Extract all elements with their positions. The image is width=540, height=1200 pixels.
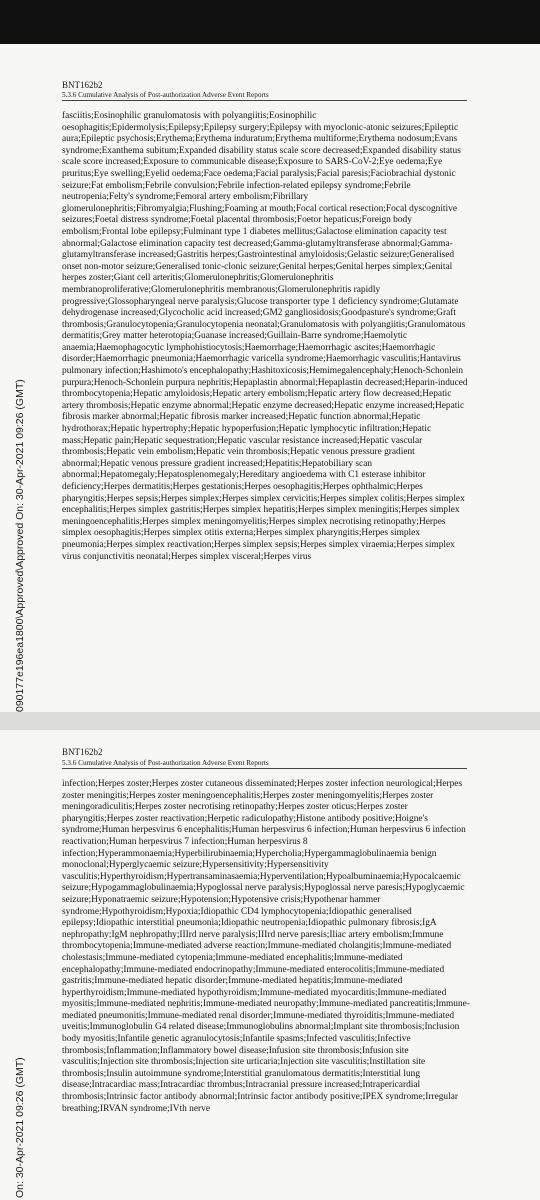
top-dark-strip	[0, 0, 540, 44]
approval-stamp: 090177e196ea1800\Approved\Approved On: 30-Apr-2021 09:26 (GMT)	[14, 379, 26, 712]
section-header: 5.3.6 Cumulative Analysis of Post-authorization Adverse Event Reports	[62, 91, 467, 101]
product-header: BNT162b2	[62, 747, 103, 757]
approval-stamp: On: 30-Apr-2021 09:26 (GMT)	[14, 1057, 26, 1198]
product-header: BNT162b2	[62, 80, 103, 90]
adverse-event-list: fasciitis;Eosinophilic granulomatosis with polyangiitis;Eosinophilic oesophagitis;Epidermolysis;Epilepsy;Epilepsy surgery;Epilepsy with myoclonic-atonic seizures;Epileptic aura;Epileptic psychosis;Erythema;Erythema induratum;Erythema multiforme;Erythema nodosum;Evans syndrome;Exanthema subitum;Expanded disability status scale score decreased;Expanded disability status scale score increased;Exposure to communicable disease;Exposure to SARS-CoV-2;Eye oedema;Eye pruritus;Eye swelling;Eyelid oedema;Face oedema;Facial paralysis;Facial paresis;Faciobrachial dystonic seizure;Fat embolism;Febrile convulsion;Febrile infection-related epilepsy syndrome;Febrile neutropenia;Felty's syndrome;Femoral artery embolism;Fibrillary glomerulonephritis;Fibromyalgia;Flushing;Foaming at mouth;Focal cortical resection;Focal dyscognitive seizures;Foetal distress syndrome;Foetal placental thrombosis;Foetor hepaticus;Foreign body embolism;Frontal lobe epilepsy;Fulminant type 1 diabetes mellitus;Galactose elimination capacity test abnormal;Galactose elimination capacity test decreased;Gamma-glutamyltransferase abnormal;Gamma-glutamyltransferase increased;Gastritis herpes;Gastrointestinal amyloidosis;Gelastic seizure;Generalised onset non-motor seizure;Generalised tonic-clonic seizure;Genital herpes;Genital herpes simplex;Genital herpes zoster;Giant cell arteritis;Glomerulonephritis;Glomerulonephritis membranoproliferative;Glomerulonephritis membranous;Glomerulonephritis rapidly progressive;Glossopharyngeal nerve paralysis;Glucose transporter type 1 deficiency syndrome;Glutamate dehydrogenase increased;Glycocholic acid increased;GM2 gangliosidosis;Goodpasture's syndrome;Graft thrombosis;Granulocytopenia;Granulocytopenia neonatal;Granulomatosis with polyangiitis;Granulomatous dermatitis;Grey matter heterotopia;Guanase increased;Guillain-Barre syndrome;Haemolytic anaemia;Haemophagocytic lymphohistiocytosis;Haemorrhage;Haemorrhagic ascites;Haemorrhagic disorder;Haemorrhagic pneumonia;Haemorrhagic varicella syndrome;Haemorrhagic vasculitis;Hantavirus pulmonary infection;Hashimoto's encephalopathy;Hashitoxicosis;Hemimegalencephaly;Henoch-Schonlein purpura;Henoch-Schonlein purpura nephritis;Hepaplastin abnormal;Hepaplastin decreased;Heparin-induced thrombocytopenia;Hepatic amyloidosis;Hepatic artery embolism;Hepatic artery flow decreased;Hepatic artery thrombosis;Hepatic enzyme abnormal;Hepatic enzyme decreased;Hepatic enzyme increased;Hepatic fibrosis marker abnormal;Hepatic fibrosis marker increased;Hepatic function abnormal;Hepatic hydrothorax;Hepatic hypertrophy;Hepatic hypoperfusion;Hepatic lymphocytic infiltration;Hepatic mass;Hepatic pain;Hepatic sequestration;Hepatic vascular resistance increased;Hepatic vascular thrombosis;Hepatic vein embolism;Hepatic vein thrombosis;Hepatic venous pressure gradient abnormal;Hepatic venous pressure gradient increased;Hepatitis;Hepatobiliary scan abnormal;Hepatomegaly;Hepatosplenomegaly;Hereditary angioedema with C1 esterase inhibitor deficiency;Herpes dermatitis;Herpes gestationis;Herpes oesophagitis;Herpes ophthalmic;Herpes pharyngitis;Herpes sepsis;Herpes simplex;Herpes simplex cervicitis;Herpes simplex colitis;Herpes simplex encephalitis;Herpes simplex gastritis;Herpes simplex hepatitis;Herpes simplex meningitis;Herpes simplex meningoencephalitis;Herpes simplex meningomyelitis;Herpes simplex necrotising retinopathy;Herpes simplex oesophagitis;Herpes simplex otitis externa;Herpes simplex pharyngitis;Herpes simplex pneumonia;Herpes simplex reactivation;Herpes simplex sepsis;Herpes simplex viraemia;Herpes simplex virus conjunctivitis neonatal;Herpes simplex visceral;Herpes virus	[62, 111, 468, 562]
section-header: 5.3.6 Cumulative Analysis of Post-authorization Adverse Event Reports	[62, 759, 467, 769]
document-page-2	[0, 730, 540, 1200]
adverse-event-list: infection;Herpes zoster;Herpes zoster cutaneous disseminated;Herpes zoster infection neurological;Herpes zoster meningitis;Herpes zoster meningoencephalitis;Herpes zoster meningomyelitis;Herpes zoster meningoradiculitis;Herpes zoster necrotising retinopathy;Herpes zoster oticus;Herpes zoster pharyngitis;Herpes zoster reactivation;Herpetic radiculopathy;Histone antibody positive;Hoigne's syndrome;Human herpesvirus 6 encephalitis;Human herpesvirus 6 infection;Human herpesvirus 6 infection reactivation;Human herpesvirus 7 infection;Human herpesvirus 8 infection;Hyperammonaemia;Hyperbilirubinaemia;Hypercholia;Hypergammaglobulinaemia benign monoclonal;Hyperglycaemic seizure;Hypersensitivity;Hypersensitivity vasculitis;Hyperthyroidism;Hypertransaminasaemia;Hyperventilation;Hypoalbuminaemia;Hypocalcaemic seizure;Hypogammaglobulinaemia;Hypoglossal nerve paralysis;Hypoglossal nerve paresis;Hypoglycaemic seizure;Hyponatraemic seizure;Hypotension;Hypotensive crisis;Hypothenar hammer syndrome;Hypothyroidism;Hypoxia;Idiopathic CD4 lymphocytopenia;Idiopathic generalised epilepsy;Idiopathic interstitial pneumonia;Idiopathic neutropenia;Idiopathic pulmonary fibrosis;IgA nephropathy;IgM nephropathy;IIIrd nerve paralysis;IIIrd nerve paresis;Iliac artery embolism;Immune thrombocytopenia;Immune-mediated adverse reaction;Immune-mediated cholangitis;Immune-mediated cholestasis;Immune-mediated cytopenia;Immune-mediated encephalitis;Immune-mediated encephalopathy;Immune-mediated endocrinopathy;Immune-mediated enterocolitis;Immune-mediated gastritis;Immune-mediated hepatic disorder;Immune-mediated hepatitis;Immune-mediated hyperthyroidism;Immune-mediated hypothyroidism;Immune-mediated myocarditis;Immune-mediated myositis;Immune-mediated nephritis;Immune-mediated neuropathy;Immune-mediated pancreatitis;Immune-mediated pneumonitis;Immune-mediated renal disorder;Immune-mediated thyroiditis;Immune-mediated uveitis;Immunoglobulin G4 related disease;Immunoglobulins abnormal;Implant site thrombosis;Inclusion body myositis;Infantile genetic agranulocytosis;Infantile spasms;Infected vasculitis;Infective thrombosis;Inflammation;Inflammatory bowel disease;Infusion site thrombosis;Infusion site vasculitis;Injection site thrombosis;Injection site urticaria;Injection site vasculitis;Instillation site thrombosis;Insulin autoimmune syndrome;Interstitial granulomatous dermatitis;Interstitial lung disease;Intracardiac mass;Intracardiac thrombus;Intracranial pressure increased;Intrapericardial thrombosis;Intrinsic factor antibody abnormal;Intrinsic factor antibody positive;IPEX syndrome;Irregular breathing;IRVAN syndrome;IVth nerve	[62, 779, 470, 1114]
document-page-1	[0, 44, 540, 712]
page-gap	[0, 712, 540, 730]
